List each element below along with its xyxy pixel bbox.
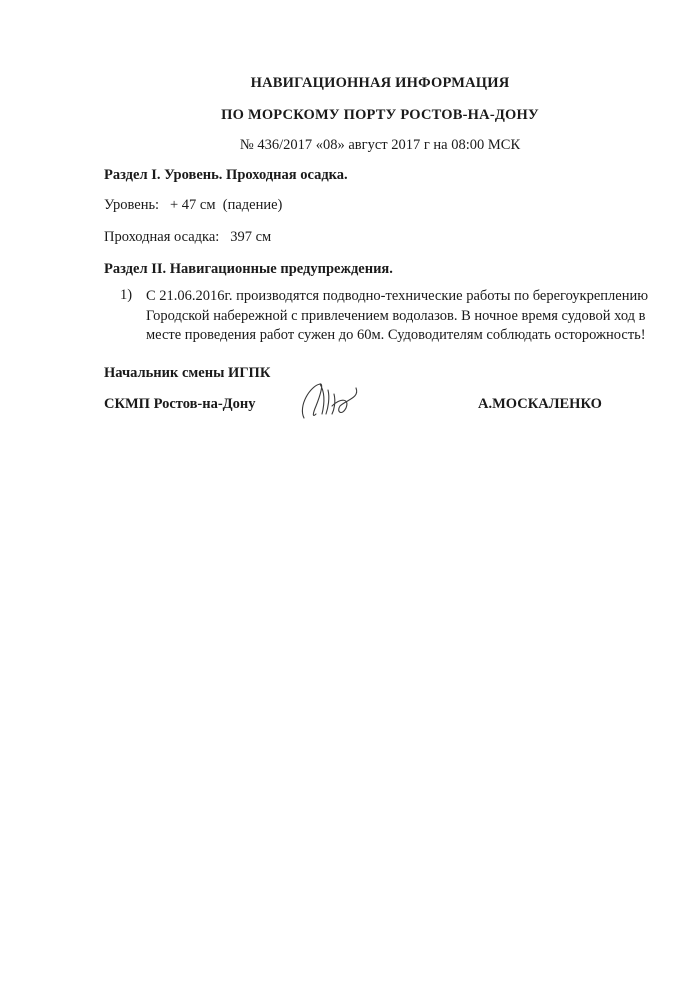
draft-line: Проходная осадка: 397 см: [104, 229, 272, 245]
signer-name: А.МОСКАЛЕНКО: [478, 396, 602, 412]
handwritten-signature: [290, 376, 370, 424]
document-number: № 436/2017 «08» август 2017 г на 08:00 МСК: [239, 137, 521, 153]
list-item-text: [146, 287, 649, 346]
list-item-line: С 21.06.2016г. производятся подводно-технические работы по берегоукреплению: [146, 288, 649, 304]
section-1-heading: Раздел I. Уровень. Проходная осадка.: [104, 167, 348, 183]
document-subtitle: ПО МОРСКОМУ ПОРТУ РОСТОВ-НА-ДОНУ: [221, 107, 539, 123]
document-title: НАВИГАЦИОННАЯ ИНФОРМАЦИЯ: [250, 75, 510, 91]
section-2-heading: Раздел II. Навигационные предупреждения.: [104, 261, 393, 277]
list-item-number: 1): [120, 287, 133, 303]
signer-organization: СКМП Ростов-на-Дону: [104, 396, 256, 412]
water-level-line: Уровень: + 47 см (падение): [104, 197, 283, 213]
signer-role: Начальник смены ИГПК: [104, 365, 271, 381]
list-item-line: Городской набережной с привлечением водолазов. В ночное время судовой ход в: [146, 307, 646, 324]
list-item-line: месте проведения работ сужен до 60м. Судоводителям соблюдать осторожность!: [146, 327, 646, 343]
